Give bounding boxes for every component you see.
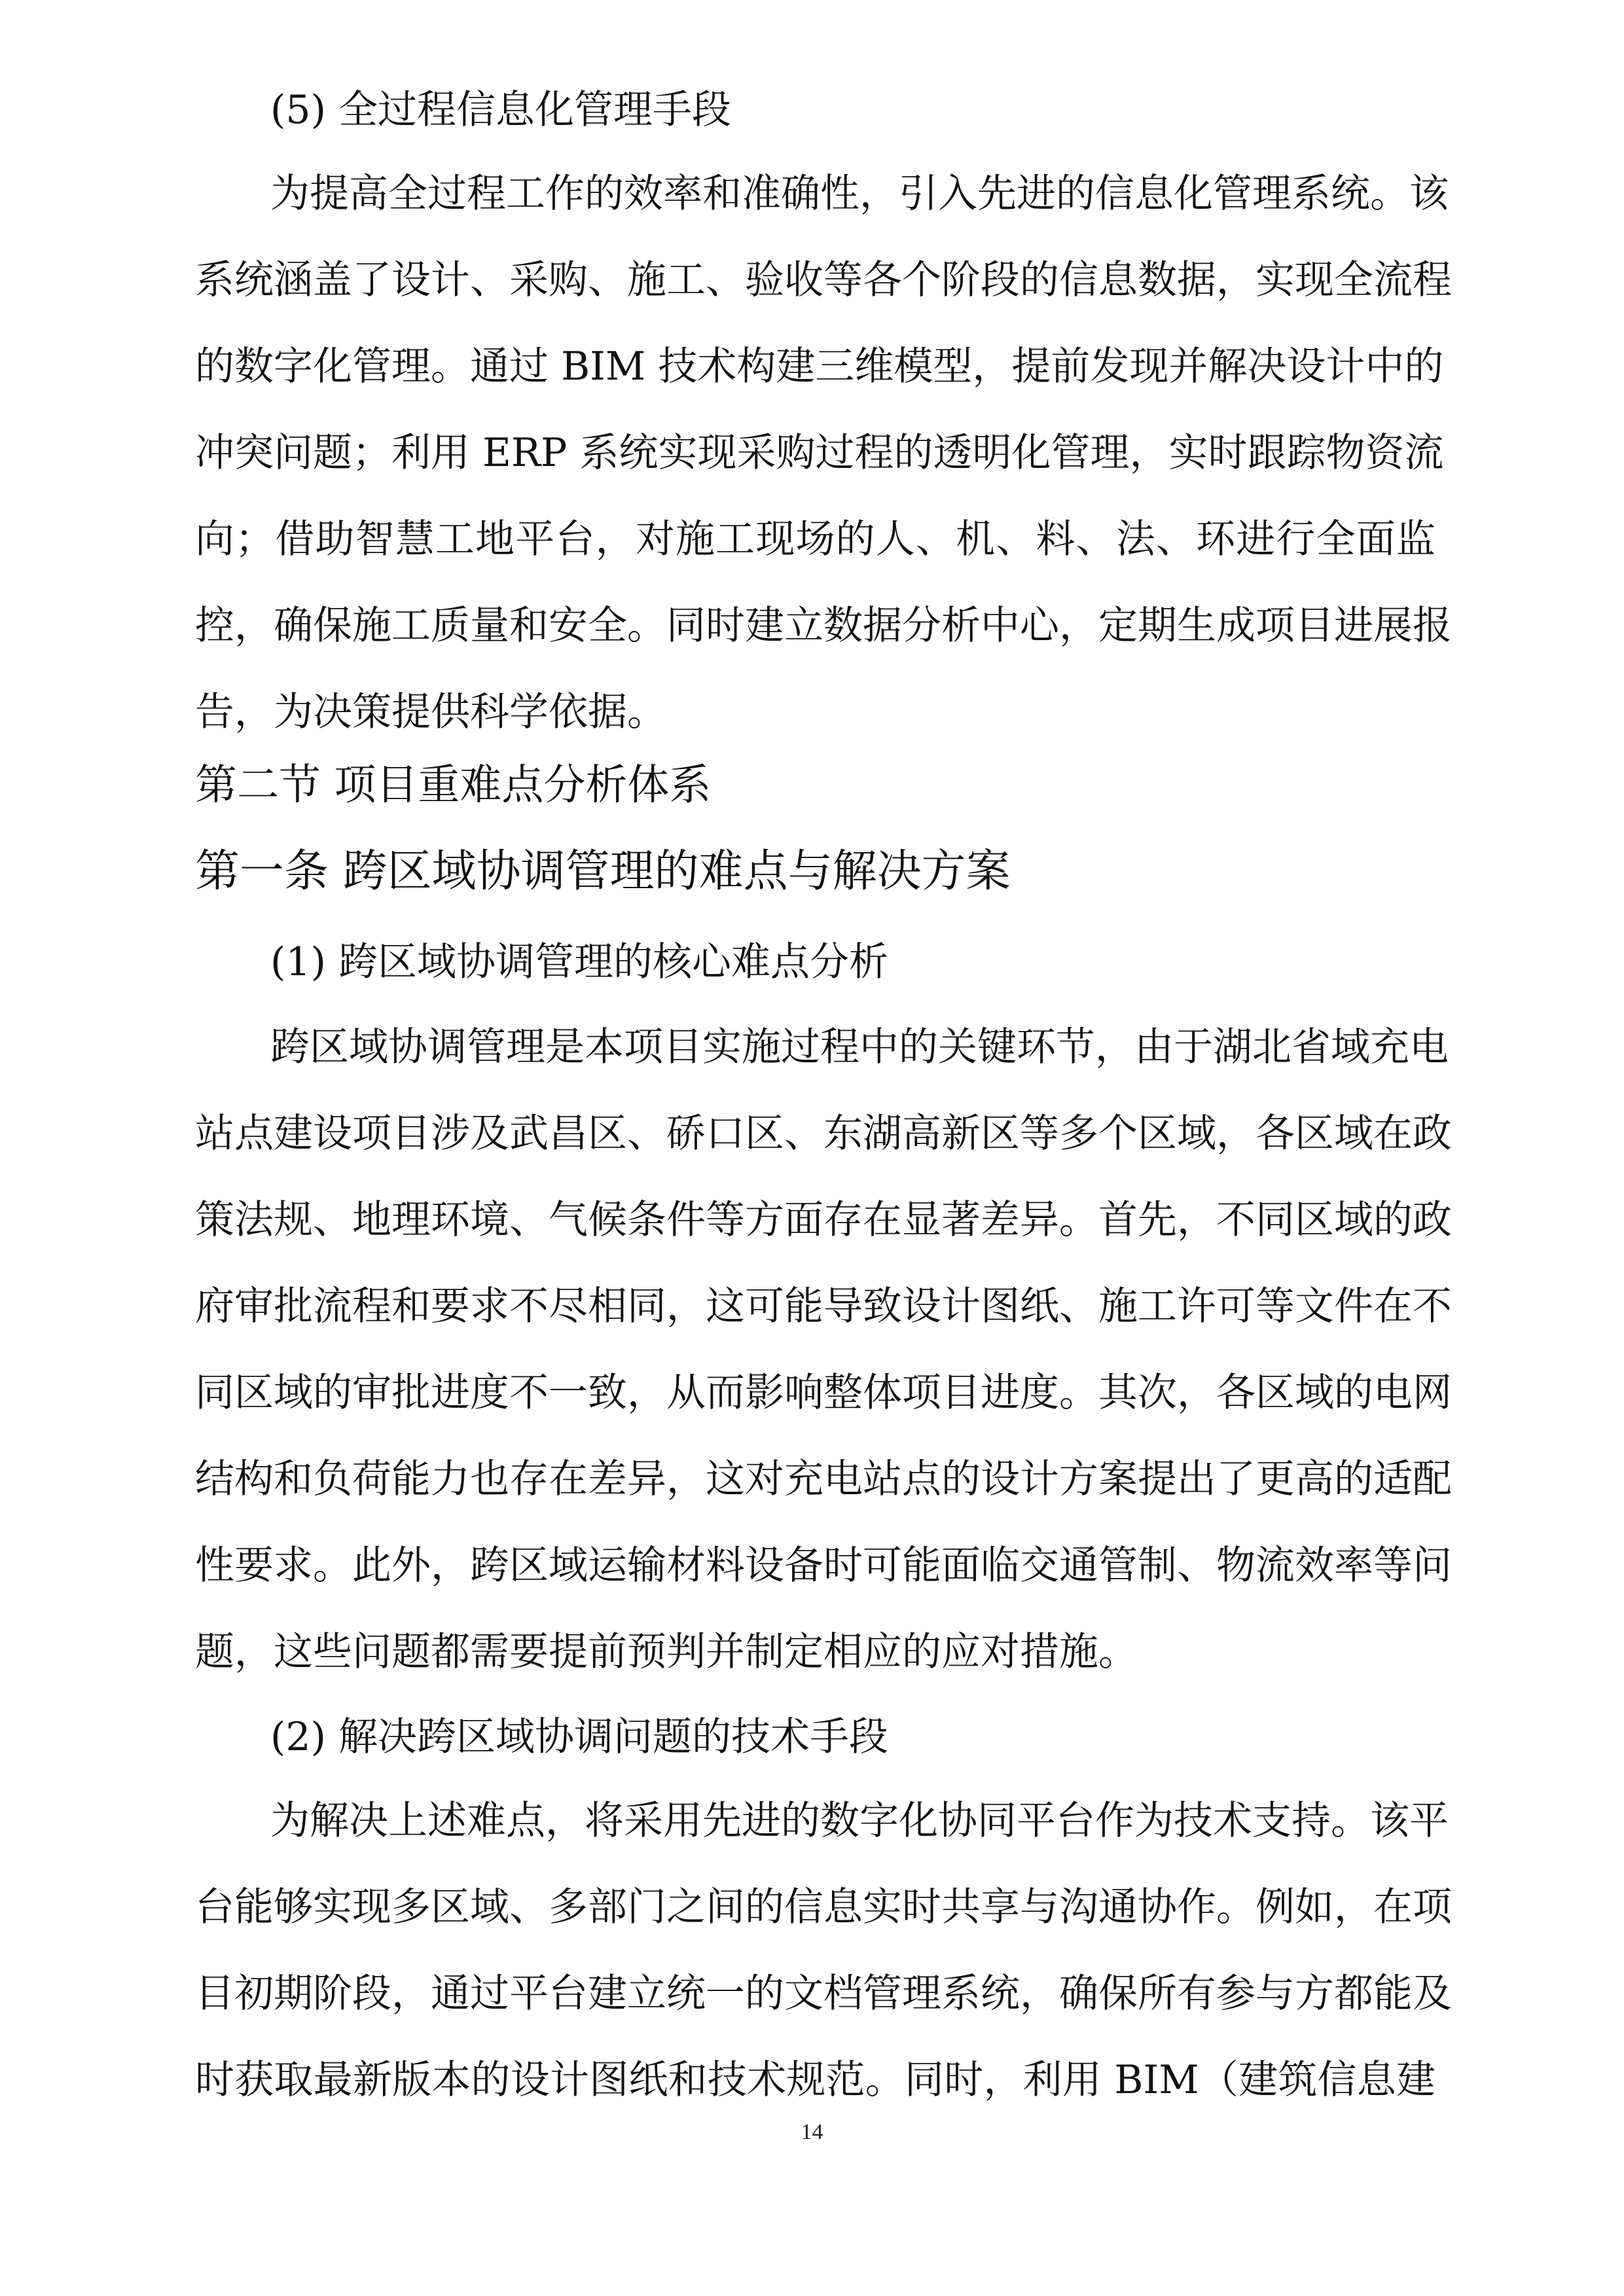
section5-line-4: 冲突问题；利用 ERP 系统实现采购过程的透明化管理，实时跟踪物资流 <box>195 430 1444 476</box>
item1-line-4: 府审批流程和要求不尽相同，这可能导致设计图纸、施工许可等文件在不 <box>195 1283 1452 1329</box>
item1-line-6: 结构和负荷能力也存在差异，这对充电站点的设计方案提出了更高的适配 <box>195 1456 1452 1502</box>
item1-heading: (1) 跨区域协调管理的核心难点分析 <box>270 939 889 985</box>
item2-line-1: 为解决上述难点，将采用先进的数字化协同平台作为技术支持。该平 <box>270 1798 1449 1844</box>
item1-line-2: 站点建设项目涉及武昌区、硚口区、东湖高新区等多个区域，各区域在政 <box>195 1111 1452 1157</box>
article-title: 第一条 跨区域协调管理的难点与解决方案 <box>195 846 1011 897</box>
item1-line-3: 策法规、地理环境、气候条件等方面存在显著差异。首先，不同区域的政 <box>195 1197 1452 1243</box>
item1-line-1: 跨区域协调管理是本项目实施过程中的关键环节，由于湖北省域充电 <box>270 1024 1449 1070</box>
page-number: 14 <box>801 2120 823 2144</box>
item2-heading: (2) 解决跨区域协调问题的技术手段 <box>270 1714 889 1760</box>
section-title: 第二节 项目重难点分析体系 <box>195 761 712 810</box>
section5-line-1: 为提高全过程工作的效率和准确性，引入先进的信息化管理系统。该 <box>270 171 1449 217</box>
item1-line-7: 性要求。此外，跨区域运输材料设备时可能面临交通管制、物流效率等问 <box>195 1543 1452 1588</box>
section5-line-2: 系统涵盖了设计、采购、施工、验收等各个阶段的信息数据，实现全流程 <box>195 257 1452 303</box>
item1-line-8: 题，这些问题都需要提前预判并制定相应的应对措施。 <box>195 1629 1138 1675</box>
item2-line-4: 时获取最新版本的设计图纸和技术规范。同时，利用 BIM（建筑信息建 <box>195 2057 1435 2103</box>
item2-line-2: 台能够实现多区域、多部门之间的信息实时共享与沟通协作。例如，在项 <box>195 1884 1452 1930</box>
section5-heading: (5) 全过程信息化管理手段 <box>270 87 732 133</box>
section5-line-3: 的数字化管理。通过 BIM 技术构建三维模型，提前发现并解决设计中的 <box>195 344 1444 389</box>
section5-line-7: 告，为决策提供科学依据。 <box>195 689 666 735</box>
item2-line-3: 目初期阶段，通过平台建立统一的文档管理系统，确保所有参与方都能及 <box>195 1971 1452 2017</box>
section5-line-5: 向；借助智慧工地平台，对施工现场的人、机、料、法、环进行全面监 <box>195 516 1435 562</box>
item1-line-5: 同区域的审批进度不一致，从而影响整体项目进度。其次，各区域的电网 <box>195 1370 1452 1416</box>
section5-line-6: 控，确保施工质量和安全。同时建立数据分析中心，定期生成项目进展报 <box>195 603 1452 649</box>
